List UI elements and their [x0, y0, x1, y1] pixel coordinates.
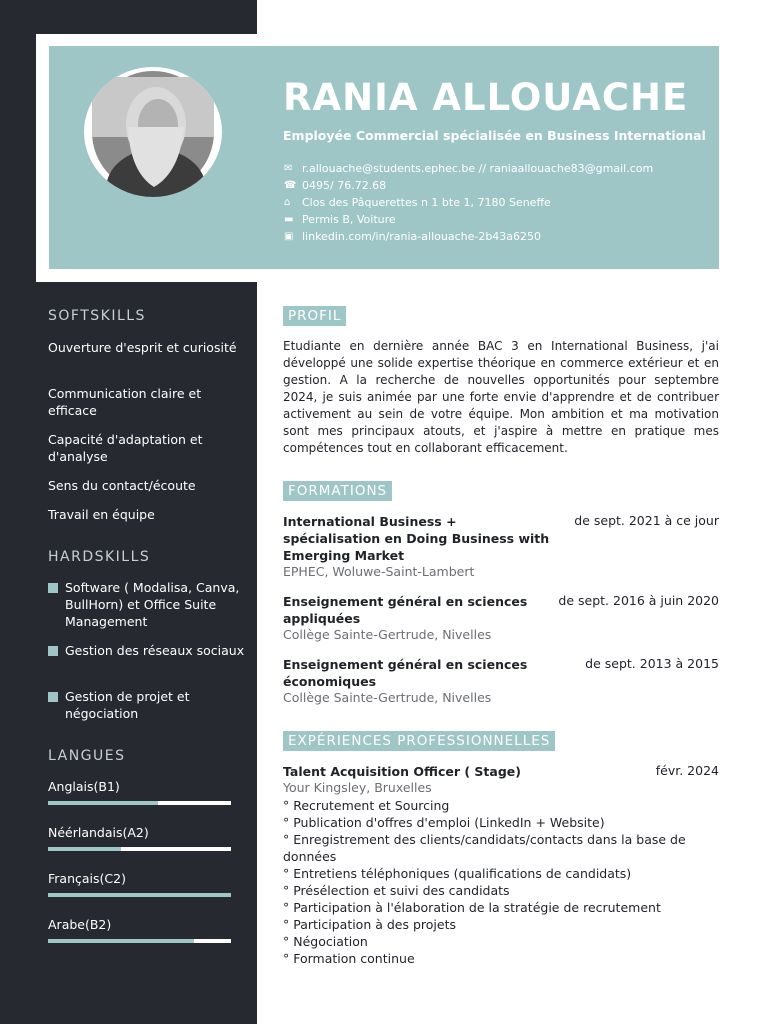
- envelope-icon: ✉: [284, 163, 293, 174]
- section-title-profil: PROFIL: [283, 306, 346, 326]
- home-icon: ⌂: [284, 197, 291, 208]
- job-task: ° Présélection et suivi des candidats: [283, 883, 510, 898]
- job-task: ° Entretiens téléphoniques (qualifications de candidats): [283, 866, 632, 881]
- language-level-bar: [48, 847, 231, 851]
- softskill-item: Travail en équipe: [48, 507, 155, 522]
- job-task-list: [283, 797, 723, 967]
- contact-email: [284, 162, 704, 175]
- language-level-fill: [48, 893, 231, 897]
- language-level-bar: [48, 801, 231, 805]
- phone-icon: ☎: [284, 180, 297, 191]
- bullet-square-icon: [48, 583, 58, 593]
- job-task: ° Participation à des projets: [283, 917, 456, 932]
- formation-date: de sept. 2016 à juin 2020: [558, 593, 719, 608]
- softskills-title: SOFTSKILLS: [48, 308, 146, 324]
- hardskill-label: Software ( Modalisa, Canva, BullHorn) et Office Suite Management: [65, 580, 240, 629]
- softskill-item: Sens du contact/écoute: [48, 478, 196, 493]
- formation-date: de sept. 2013 à 2015: [585, 656, 719, 671]
- candidate-name: RANIA ALLOUACHE: [283, 76, 689, 119]
- job-date: févr. 2024: [655, 763, 719, 778]
- hardskill-item: [48, 642, 248, 659]
- hardskill-label: Gestion des réseaux sociaux: [65, 643, 245, 658]
- job-company: Your Kingsley, Bruxelles: [283, 780, 432, 795]
- softskill-item: Communication claire et efficace: [48, 386, 202, 418]
- section-title-experiences: EXPÉRIENCES PROFESSIONNELLES: [283, 731, 555, 751]
- language-label: Arabe(B2): [48, 917, 112, 932]
- contact-phone: [284, 179, 704, 192]
- job-task: ° Publication d'offres d'emploi (LinkedIn + Website): [283, 815, 605, 830]
- contact-linkedin: [284, 230, 704, 243]
- job-task: ° Formation continue: [283, 951, 415, 966]
- formation-school: Collège Sainte-Gertrude, Nivelles: [283, 690, 492, 705]
- formation-school: Collège Sainte-Gertrude, Nivelles: [283, 627, 492, 642]
- profile-summary: Etudiante en dernière année BAC 3 en International Business, j'ai développé une solide expertise théorique en commerce extérieur et en gestion. A la recherche de nouvelles opportunités pour septembre 2024, je suis animée par une forte envie d'apprendre et de contribuer activement au sein de votre équipe. Mon ambition et ma motivation sont mes principaux atouts, et j'aspire à mettre en pratique mes compétences tout en collaborant efficacement.: [283, 339, 719, 455]
- formation-title: International Business + spécialisation en Doing Business with Emerging Market: [283, 514, 550, 563]
- job-task: ° Enregistrement des clients/candidats/contacts dans la base de données: [283, 832, 686, 864]
- language-level-fill: [48, 847, 121, 851]
- contact-address-text: Clos des Pâquerettes n 1 bte 1, 7180 Seneffe: [302, 196, 551, 209]
- linkedin-icon: ▣: [284, 231, 294, 242]
- formation-title: Enseignement général en sciences appliquées: [283, 594, 528, 626]
- language-level-fill: [48, 801, 158, 805]
- contact-linkedin-text: linkedin.com/in/rania-allouache-2b43a6250: [302, 230, 542, 243]
- language-level-fill: [48, 939, 194, 943]
- candidate-subtitle: Employée Commercial spécialisée en Business International: [283, 128, 706, 143]
- language-level-bar: [48, 893, 231, 897]
- contact-email-text: r.allouache@students.ephec.be // raniaallouache83@gmail.com: [302, 162, 654, 175]
- bullet-square-icon: [48, 692, 58, 702]
- formation-date: de sept. 2021 à ce jour: [574, 513, 719, 528]
- contact-address: [284, 196, 704, 209]
- language-label: Anglais(B1): [48, 779, 120, 794]
- softskill-item: Capacité d'adaptation et d'analyse: [48, 432, 203, 464]
- hardskill-item: [48, 579, 248, 630]
- section-title-formations: FORMATIONS: [283, 481, 392, 501]
- languages-title: LANGUES: [48, 748, 126, 764]
- language-level-bar: [48, 939, 231, 943]
- hardskills-title: HARDSKILLS: [48, 549, 151, 565]
- contact-licence-text: Permis B, Voiture: [302, 213, 396, 226]
- bullet-square-icon: [48, 646, 58, 656]
- job-task: ° Recrutement et Sourcing: [283, 798, 450, 813]
- job-task: ° Négociation: [283, 934, 368, 949]
- hardskill-item: [48, 688, 248, 722]
- hardskill-label: Gestion de projet et négociation: [65, 689, 190, 721]
- softskill-item: Ouverture d'esprit et curiosité: [48, 340, 237, 355]
- car-icon: ▬: [284, 214, 294, 225]
- contact-phone-text: 0495/ 76.72.68: [302, 179, 387, 192]
- formation-title: Enseignement général en sciences économiques: [283, 657, 528, 689]
- language-label: Néérlandais(A2): [48, 825, 149, 840]
- job-title: Talent Acquisition Officer ( Stage): [283, 764, 521, 779]
- contact-licence: [284, 213, 704, 226]
- formation-school: EPHEC, Woluwe-Saint-Lambert: [283, 564, 475, 579]
- profile-photo: [84, 67, 222, 197]
- job-task: ° Participation à l'élaboration de la stratégie de recrutement: [283, 900, 661, 915]
- language-label: Français(C2): [48, 871, 126, 886]
